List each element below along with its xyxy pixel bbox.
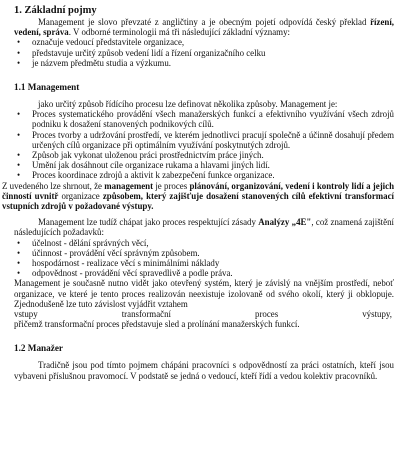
list-item: • Umění jak dosáhnout cíle organizace rukama a hlavami jiných lidí.: [17, 160, 270, 171]
four-e-list: [14, 238, 394, 279]
bullet-icon: •: [17, 268, 21, 279]
list-item: • Proces koordinace zdrojů a aktivit k zabezpečení funkce organizace.: [17, 170, 275, 181]
list-item: • odpovědnost - provádění věcí spravedlivě a podle práva.: [17, 268, 233, 279]
section-title-zakladni-pojmy: 1. Základní pojmy: [14, 5, 97, 16]
intro-text-1: Management je slovo převzaté z angličtiny a je obecným pojetí odpovídá český překlad: [38, 17, 367, 27]
bullet-icon: •: [17, 170, 21, 181]
relation-end-paragraph: přičemž transformační proces představuje sled a prolínání manažerských funkcí.: [14, 319, 300, 330]
analysis-paragraph: Management lze tudíž chápat jako proces respektující zásady Analýzy „4E", což znamená zajištění následujících požadavků:: [14, 217, 394, 238]
document-page: [2, 4, 395, 381]
list-item: • Proces systematického provádění všech manažerských funkcí a efektivního využívání všech zdrojů podniku k dosažení stanovených podnikových cílů.: [17, 109, 394, 130]
manazer-paragraph: Tradičně jsou pod tímto pojmem chápáni pracovníci s odpovědností za práci ostatních, kteří jsou vybaveni příslušnou pravomocí. V podstatě se jedná o vedoucí, kteří řídí a vedou kolektiv pracovníků.: [14, 360, 394, 381]
relation-line: [14, 309, 394, 319]
intro-bold-terms: řízení, vedení, správa: [14, 17, 394, 38]
list-item: • představuje určitý způsob vedení lidí a řízení organizačního celku: [17, 47, 266, 58]
relation-transformation: transformační: [121, 309, 171, 320]
bullet-icon: •: [17, 237, 21, 248]
bullet-icon: •: [17, 160, 21, 171]
bullet-icon: •: [17, 129, 21, 140]
analysis-4e-term: Analýzy „4E": [258, 217, 312, 228]
bullet-icon: •: [17, 109, 21, 120]
relation-process: proces: [255, 309, 279, 320]
bullet-icon: •: [17, 57, 21, 68]
meanings-list: [14, 37, 394, 68]
bullet-icon: •: [17, 150, 21, 161]
list-item: • účelnost - dělání správných věcí,: [17, 237, 149, 248]
relation-inputs: vstupy: [14, 309, 38, 320]
bullet-icon: •: [17, 247, 21, 258]
summary-paragraph: Z uvedeného lze shrnout, že management je proces plánování, organizování, vedení i kontroly lidí a jejich činností uvnitř organizace způsobem, který zajišťuje dosažení stanovených cílů efektivní transformací vstupních zdrojů v požadované výstupy.: [2, 180, 395, 212]
bullet-icon: •: [17, 258, 21, 269]
list-item: • Proces tvorby a udržování prostředí, ve kterém jednotlivci pracují společně a účinně dosahují předem určených cílů organizace při optimálním využívání poskytnutých zdrojů.: [17, 129, 394, 150]
list-item: • je názvem předmětu studia a výzkumu.: [17, 57, 171, 68]
management-definitions-list: [14, 109, 394, 180]
open-system-paragraph: Management je současně nutno vidět jako otevřený systém, který je závislý na vnějším prostředí, neboť organizace, ve které je tento proces realizován neexistuje izolovaně od svého okolí, který ji obklopuje. Zjednodušeně lze tuto závislost vyjádřit vztahem: [14, 278, 394, 309]
list-item: • hospodárnost - realizace věcí s minimálními náklady: [17, 258, 220, 269]
section-title-management: 1.1 Management: [14, 82, 80, 93]
management-intro: jako určitý způsob řídícího procesu lze definovat několika způsoby. Management je:: [38, 99, 338, 110]
relation-outputs: výstupy,: [362, 309, 392, 320]
bullet-icon: •: [17, 47, 21, 58]
intro-text-2: . V odborné terminologii má tři následující základní významy:: [68, 27, 290, 38]
list-item: • označuje vedoucí představitele organizace,: [17, 37, 185, 48]
bullet-icon: •: [17, 37, 21, 48]
list-item: • Způsob jak vykonat uloženou práci prostřednictvím práce jiných.: [17, 150, 264, 161]
list-item: • účinnost - provádění věcí správným způsobem.: [17, 247, 200, 258]
intro-paragraph: [14, 17, 394, 37]
section-title-manazer: 1.2 Manažer: [14, 343, 63, 354]
